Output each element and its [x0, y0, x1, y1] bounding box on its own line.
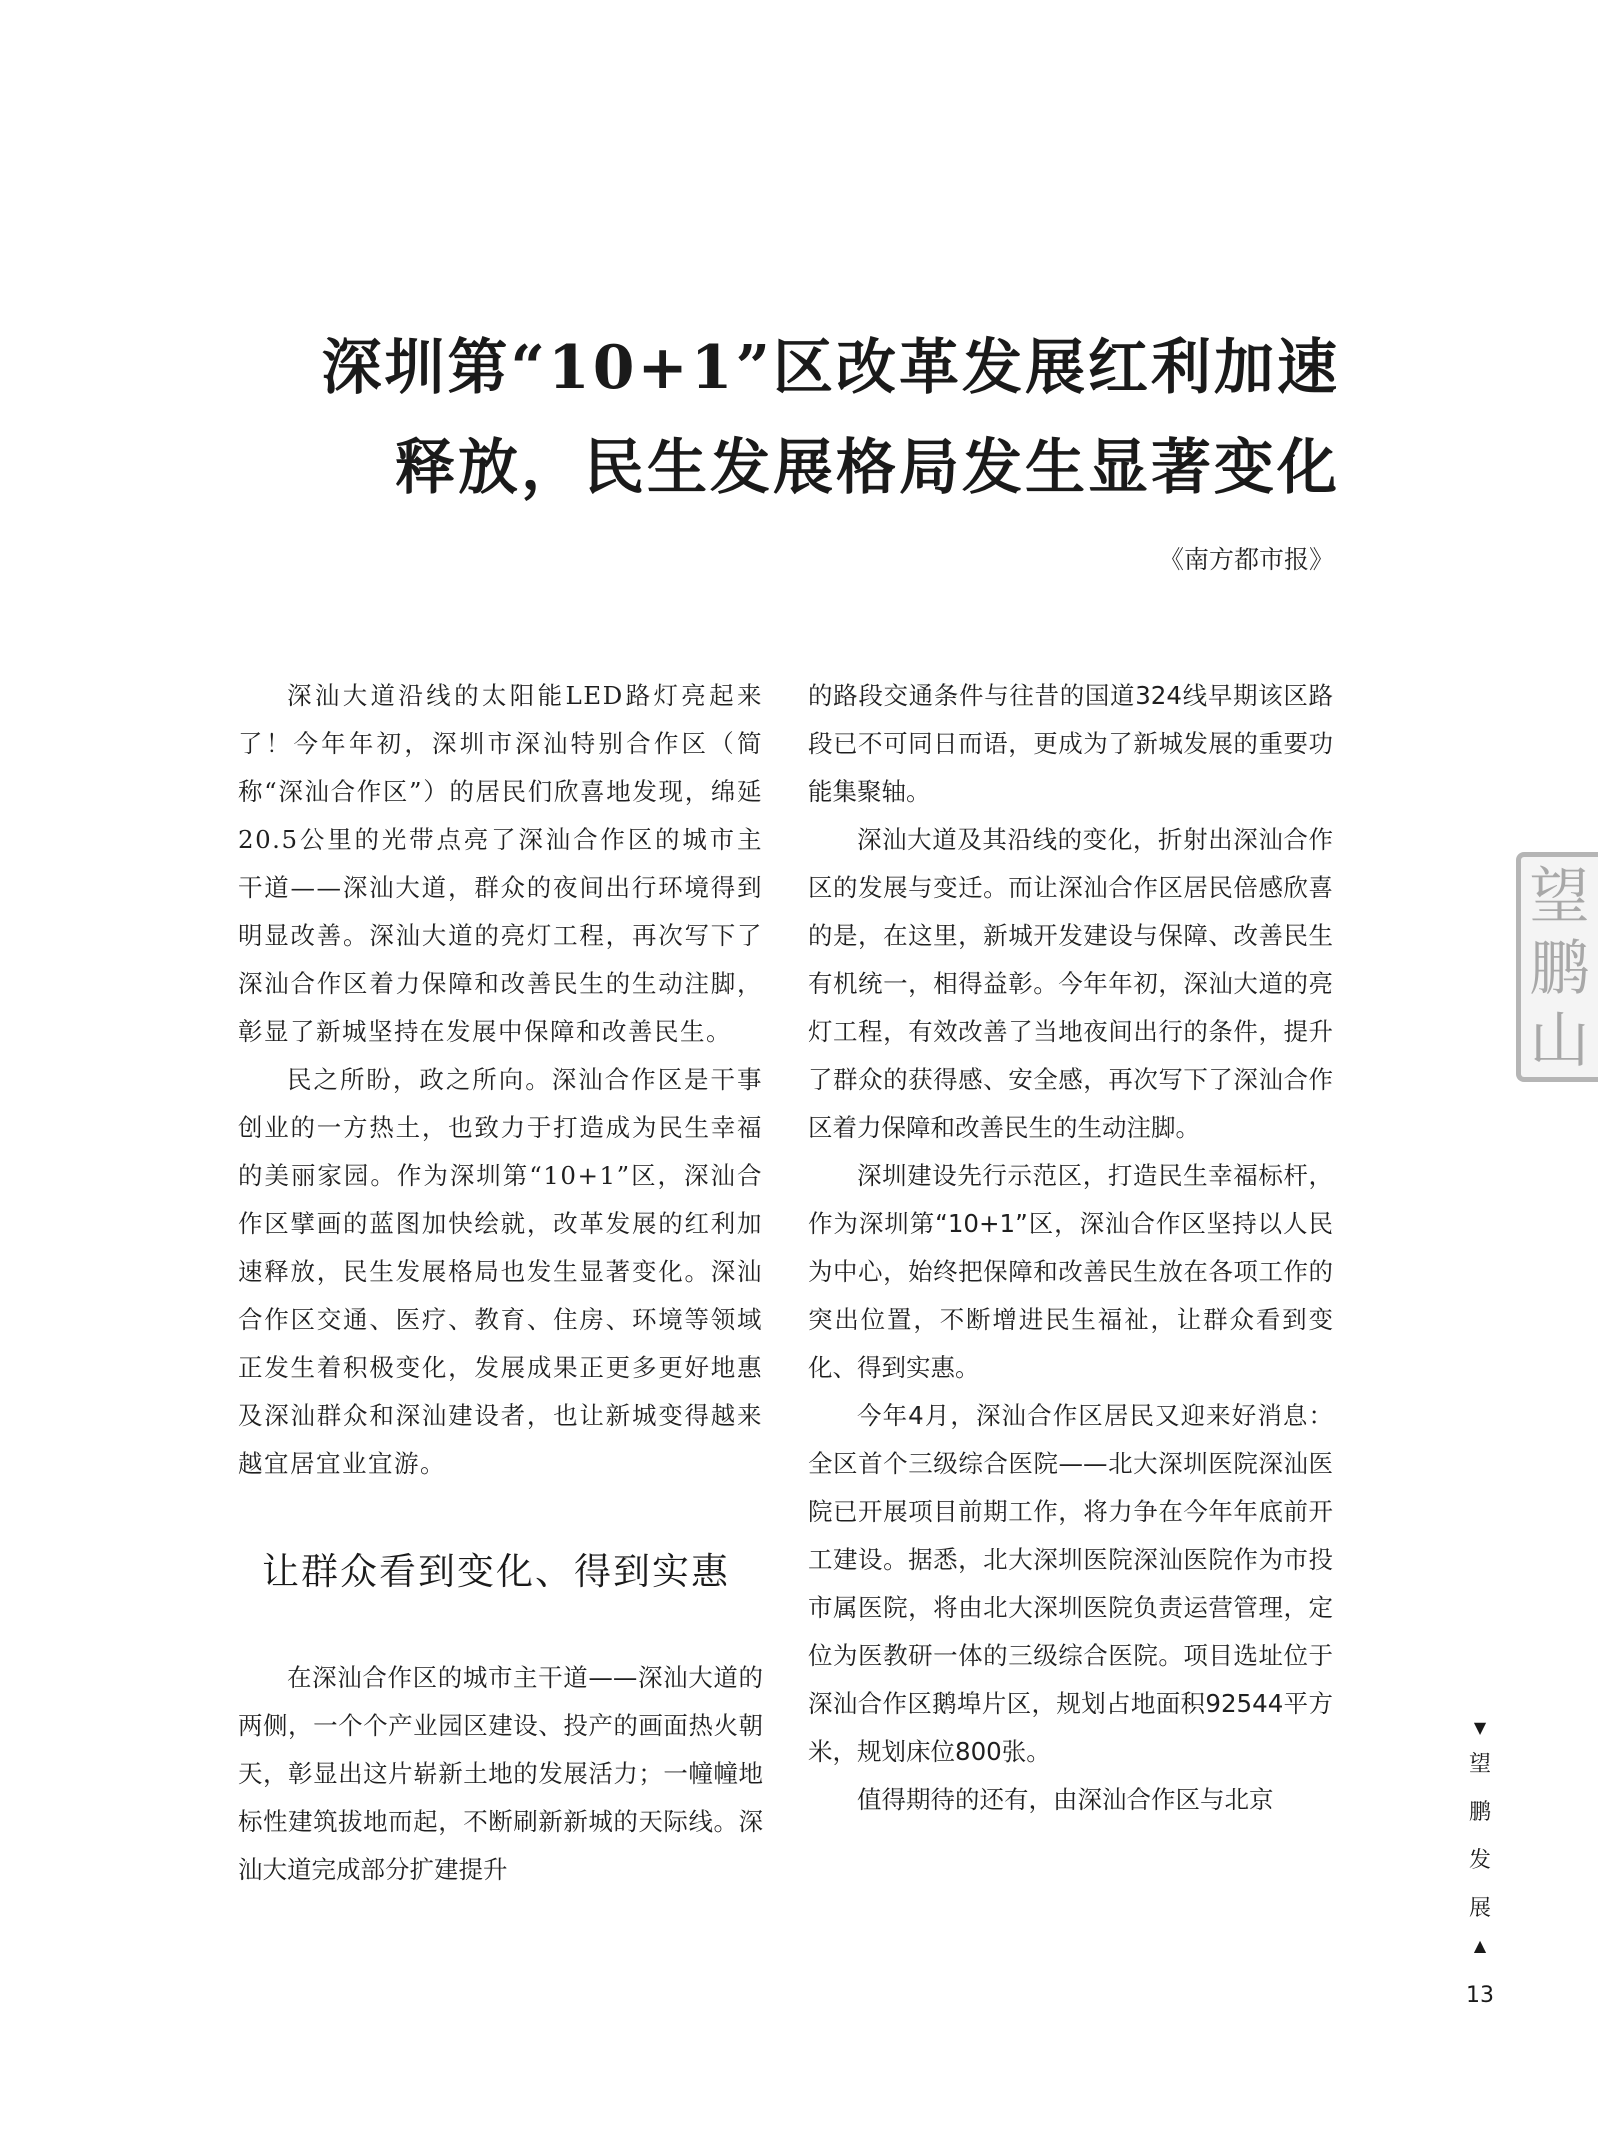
- paragraph: 的路段交通条件与往昔的国道324线早期该区路段已不可同日而语，更成为了新城发展的重要功能集聚轴。: [808, 681, 1333, 806]
- article-title: [270, 318, 1340, 518]
- paragraph: 值得期待的还有，由深汕合作区与北京: [857, 1785, 1274, 1814]
- seal-stamp-logo: [1516, 852, 1598, 1082]
- left-column: [238, 672, 763, 1894]
- sidebar-char: 鹏: [1468, 1800, 1491, 1825]
- section-sidebar: [1460, 1715, 1500, 1959]
- paragraph: 民之所盼，政之所向。深汕合作区是干事创业的一方热土，也致力于打造成为民生幸福的美丽家园。作为深圳第“10+1”区，深汕合作区擘画的蓝图加快绘就，改革发展的红利加速释放，民生发展格局也发生显著变化。深汕合作区交通、医疗、教育、住房、环境等领域正发生着积极变化，发展成果正更多更好地惠及深汕群众和深汕建设者，也让新城变得越来越宜居宜业宜游。: [238, 1065, 763, 1478]
- sidebar-char: 展: [1468, 1896, 1491, 1921]
- paragraph: 深汕大道及其沿线的变化，折射出深汕合作区的发展与变迁。而让深汕合作区居民倍感欣喜的是，在这里，新城开发建设与保障、改善民生有机统一，相得益彰。今年年初，深汕大道的亮灯工程，有效改善了当地夜间出行的条件，提升了群众的获得感、安全感，再次写下了深汕合作区着力保障和改善民生的生动注脚。: [808, 825, 1333, 1142]
- sidebar-char: 望: [1468, 1752, 1491, 1777]
- paragraph: 今年4月，深汕合作区居民又迎来好消息：全区首个三级综合医院——北大深圳医院深汕医院已开展项目前期工作，将力争在今年年底前开工建设。据悉，北大深圳医院深汕医院作为市投市属医院，将由北大深圳医院负责运营管理，定位为医教研一体的三级综合医院。项目选址位于深汕合作区鹅埠片区，规划占地面积92544平方米，规划床位800张。: [808, 1401, 1333, 1766]
- sidebar-char: 发: [1468, 1848, 1491, 1873]
- right-column: [808, 672, 1333, 1824]
- article-source: 《南方都市报》: [1158, 545, 1334, 574]
- paragraph: 在深汕合作区的城市主干道——深汕大道的两侧，一个个产业园区建设、投产的画面热火朝天，彰显出这片崭新土地的发展活力；一幢幢地标性建筑拔地而起，不断刷新新城的天际线。深汕大道完成部分扩建提升: [238, 1663, 763, 1884]
- paragraph: 深圳建设先行示范区，打造民生幸福标杆，作为深圳第“10+1”区，深汕合作区坚持以人民为中心，始终把保障和改善民生放在各项工作的突出位置，不断增进民生福祉，让群众看到变化、得到实惠。: [808, 1161, 1333, 1382]
- page-number: 13: [1466, 1983, 1494, 2008]
- triangle-up-icon: ▲: [1473, 1936, 1487, 1955]
- paragraph: 深汕大道沿线的太阳能LED路灯亮起来了！今年年初，深圳市深汕特别合作区（简称“深汕合作区”）的居民们欣喜地发现，绵延20.5公里的光带点亮了深汕合作区的城市主干道——深汕大道，群众的夜间出行环境得到明显改善。深汕大道的亮灯工程，再次写下了深汕合作区着力保障和改善民生的生动注脚，彰显了新城坚持在发展中保障和改善民生。: [238, 681, 763, 1046]
- title-line-2: 释放，民生发展格局发生显著变化: [395, 433, 1340, 503]
- triangle-down-icon: ▼: [1473, 1718, 1487, 1737]
- seal-text: 望 鹏 山: [1529, 862, 1590, 1076]
- title-line-1: 深圳第“10+1”区改革发展红利加速: [321, 333, 1340, 403]
- section-heading: 让群众看到变化、得到实惠: [262, 1550, 730, 1593]
